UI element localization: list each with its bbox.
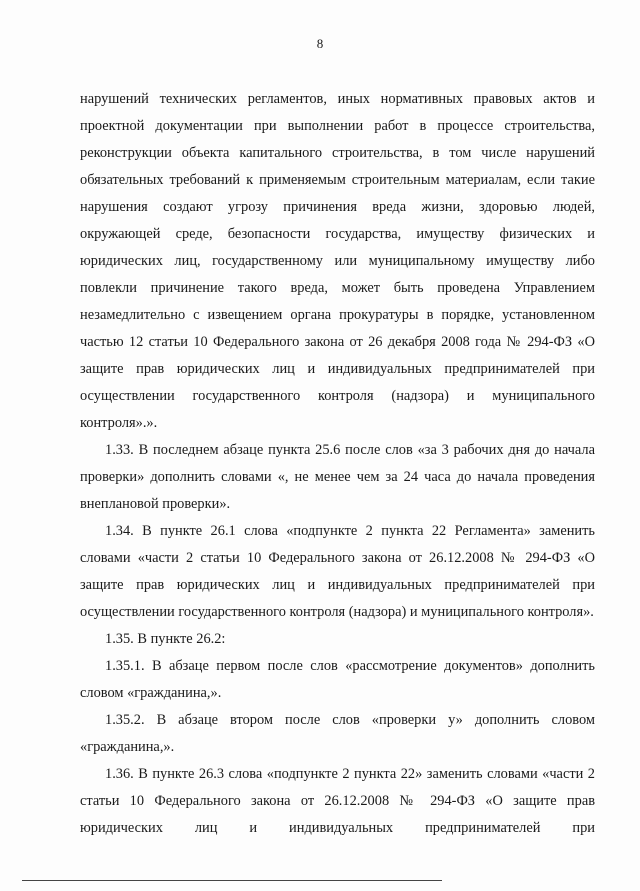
paragraph-1-35: 1.35. В пункте 26.2: bbox=[105, 631, 226, 647]
footer-rule bbox=[22, 880, 442, 881]
document-body bbox=[80, 86, 595, 842]
page-number: 8 bbox=[316, 36, 324, 51]
paragraph-1-34: 1.34. В пункте 26.1 слова «подпункте 2 пункта 22 Регламента» заменить словами «части 2 статьи 10 Федерального закона от 26.12.2008 № 294-ФЗ «О защите прав юридических лиц и индивидуальных предпринимателей при осуществлении государственного контроля (надзора) и муниципального контроля». bbox=[80, 523, 595, 620]
paragraph-1-35-2: 1.35.2. В абзаце втором после слов «проверки у» дополнить словом «гражданина,». bbox=[80, 712, 595, 755]
paragraph-1-35-1: 1.35.1. В абзаце первом после слов «рассмотрение документов» дополнить словом «гражданина,». bbox=[80, 658, 595, 701]
paragraph-1-33: 1.33. В последнем абзаце пункта 25.6 после слов «за 3 рабочих дня до начала проверки» дополнить словами «, не менее чем за 24 часа до начала проведения внеплановой проверки». bbox=[80, 442, 595, 512]
paragraph-1-36: 1.36. В пункте 26.3 слова «подпункте 2 пункта 22» заменить словами «части 2 статьи 10 Федерального закона от 26.12.2008 № 294-ФЗ «О защите прав юридических лиц и индивидуальных предпринимателей при bbox=[80, 766, 595, 836]
paragraph-continuation: нарушений технических регламентов, иных нормативных правовых актов и проектной документации при выполнении работ в процессе строительства, реконструкции объекта капитального строительства, в том числе нарушений обязательных требований к применяемым строительным материалам, если такие нарушения создают угрозу причинения вреда жизни, здоровью людей, окружающей среде, безопасности государства, имуществу физических и юридических лиц, государственному или муниципальному имуществу либо повлекли причинение такого вреда, может быть проведена Управлением незамедлительно с извещением органа прокуратуры в порядке, установленном частью 12 статьи 10 Федерального закона от 26 декабря 2008 года № 294-ФЗ «О защите прав юридических лиц и индивидуальных предпринимателей при осуществлении государственного контроля (надзора) и муниципального контроля».». bbox=[80, 91, 595, 431]
